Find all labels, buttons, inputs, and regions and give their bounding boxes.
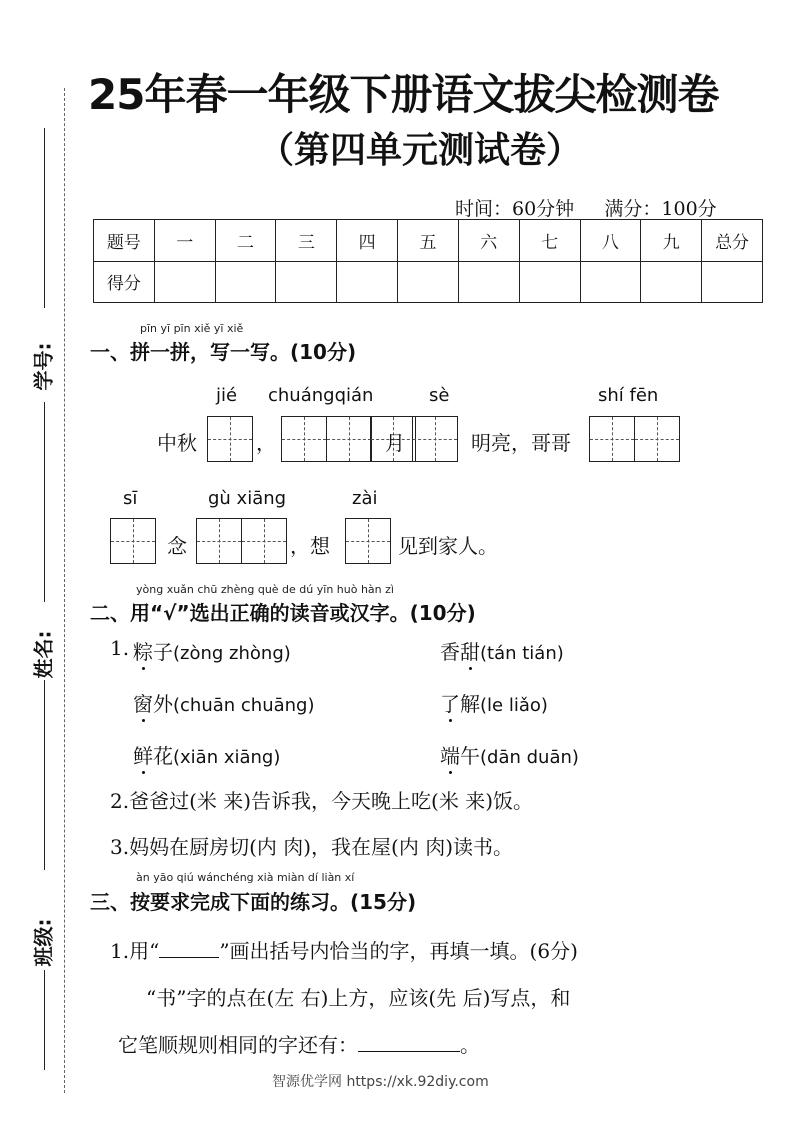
- score-cell: 八: [580, 220, 641, 262]
- score-cell: 七: [519, 220, 580, 262]
- class-line: [44, 970, 45, 1070]
- s3-line2: [118, 1029, 480, 1058]
- section3-title: 三、按要求完成下面的练习。(15分): [90, 890, 417, 914]
- score-table: [93, 219, 763, 303]
- section1-pinyin: pīn yī pīn xiě yī xiě: [140, 322, 244, 335]
- choice-liaojie[interactable]: [440, 688, 548, 717]
- writing-grid-si[interactable]: [110, 518, 156, 564]
- writing-grid-zai[interactable]: [345, 518, 391, 564]
- s3-item1-pre: 1.用“: [110, 939, 160, 963]
- pinyin-options: (xiān xiāng): [173, 747, 281, 768]
- item3-sentence[interactable]: 3.妈妈在厨房切(内 肉)，我在屋(内 肉)读书。: [110, 835, 514, 859]
- student-no-label: 学号:: [31, 342, 56, 391]
- binding-dashed-line: [64, 88, 65, 1093]
- underline-sample: [159, 957, 219, 958]
- text-comma: ，: [256, 431, 276, 455]
- score-input-cell[interactable]: [641, 261, 702, 303]
- name-label: 姓名:: [31, 630, 56, 679]
- text-nian: 念: [167, 534, 187, 558]
- score-input-cell[interactable]: [337, 261, 398, 303]
- score-table-header-row: [94, 220, 763, 262]
- score-input-cell[interactable]: [580, 261, 641, 303]
- s3-line2-post: 。: [460, 1033, 480, 1057]
- item1-number: 1.: [110, 636, 130, 660]
- dotted-char: 窗: [133, 692, 153, 716]
- choice-duanwu[interactable]: [440, 740, 579, 769]
- dotted-char: 粽: [133, 640, 153, 664]
- full-score: 满分：100分: [604, 198, 717, 220]
- pinyin-chuangqian: chuángqián: [268, 385, 374, 406]
- score-cell: 总分: [702, 220, 763, 262]
- choice-xianhua[interactable]: [133, 740, 280, 769]
- pinyin-zai: zài: [352, 488, 378, 509]
- score-cell: 六: [458, 220, 519, 262]
- score-cell: 一: [154, 220, 215, 262]
- name-line-top: [44, 402, 45, 602]
- score-input-cell[interactable]: [519, 261, 580, 303]
- s3-item1: [110, 935, 578, 964]
- score-cell: 五: [398, 220, 459, 262]
- score-cell: 三: [276, 220, 337, 262]
- student-no-line: [44, 128, 45, 308]
- pinyin-options: (zòng zhòng): [173, 643, 291, 664]
- item2-sentence[interactable]: 2.爸爸过(米 来)告诉我，今天晚上吃(米 来)饭。: [110, 789, 534, 813]
- footer-watermark: 智源优学网 https://xk.92diy.com: [272, 1074, 489, 1090]
- score-table-score-row: [94, 261, 763, 303]
- dotted-char: 甜: [460, 640, 480, 664]
- score-input-cell[interactable]: [398, 261, 459, 303]
- pinyin-jie: jié: [216, 385, 238, 406]
- choice-chuangwai[interactable]: [133, 688, 315, 717]
- pinyin-options: (chuān chuāng): [173, 695, 315, 716]
- score-input-cell[interactable]: [702, 261, 763, 303]
- score-cell: 九: [641, 220, 702, 262]
- pinyin-si: sī: [123, 488, 138, 509]
- name-line-bottom: [44, 680, 45, 870]
- score-row-label: 得分: [94, 261, 155, 303]
- pinyin-se: sè: [429, 385, 450, 406]
- writing-grid-se[interactable]: [412, 416, 458, 462]
- score-input-cell[interactable]: [458, 261, 519, 303]
- text-mingliang: 明亮，哥哥: [471, 431, 571, 455]
- word-part: 子: [153, 640, 173, 664]
- word-part: 解: [460, 692, 480, 716]
- pinyin-options: (tán tián): [480, 643, 564, 664]
- choice-zongzi[interactable]: [133, 636, 291, 665]
- word-part: 香: [440, 640, 460, 664]
- writing-grid-guxiang[interactable]: [196, 518, 287, 564]
- pinyin-shifen: shí fēn: [598, 385, 659, 406]
- dotted-char: 端: [440, 744, 460, 768]
- score-cell: 题号: [94, 220, 155, 262]
- dotted-char: 了: [440, 692, 460, 716]
- text-jiandao: 见到家人。: [398, 534, 498, 558]
- score-cell: 四: [337, 220, 398, 262]
- text-yue: 月: [385, 431, 405, 455]
- writing-grid-shifen[interactable]: [589, 416, 680, 462]
- writing-grid-jie[interactable]: [207, 416, 253, 462]
- answer-blank[interactable]: [358, 1051, 460, 1052]
- section1-title: 一、拼一拼，写一写。(10分): [90, 340, 357, 364]
- score-cell: 二: [215, 220, 276, 262]
- section2-title: 二、用“√”选出正确的读音或汉字。(10分): [90, 601, 476, 625]
- pinyin-options: (dān duān): [480, 747, 579, 768]
- word-part: 外: [153, 692, 173, 716]
- section2-pinyin: yòng xuǎn chū zhèng què de dú yīn huò hàn zì: [136, 583, 394, 596]
- text-zhongqiu: 中秋: [157, 431, 197, 455]
- page-title: 25年春一年级下册语文拔尖检测卷: [88, 70, 719, 119]
- class-label: 班级:: [31, 918, 56, 967]
- score-input-cell[interactable]: [276, 261, 337, 303]
- time-limit: 时间：60分钟: [455, 198, 575, 220]
- dotted-char: 鲜: [133, 744, 153, 768]
- s3-line1[interactable]: “书”字的点在(左 右)上方，应该(先 后)写点，和: [146, 986, 571, 1010]
- pinyin-options: (le liǎo): [480, 695, 548, 716]
- choice-xiangtian[interactable]: [440, 636, 564, 665]
- text-xiang: ，想: [290, 534, 330, 558]
- score-input-cell[interactable]: [154, 261, 215, 303]
- pinyin-guxiang: gù xiāng: [208, 488, 287, 509]
- score-input-cell[interactable]: [215, 261, 276, 303]
- section3-pinyin: àn yāo qiú wánchéng xià miàn dí liàn xí: [136, 871, 355, 884]
- word-part: 花: [153, 744, 173, 768]
- s3-item1-post: ”画出括号内恰当的字，再填一填。(6分): [219, 939, 578, 963]
- exam-info: [455, 194, 717, 221]
- word-part: 午: [460, 744, 480, 768]
- s3-line2-pre: 它笔顺规则相同的字还有：: [118, 1033, 358, 1057]
- page-subtitle: （第四单元测试卷）: [258, 130, 583, 171]
